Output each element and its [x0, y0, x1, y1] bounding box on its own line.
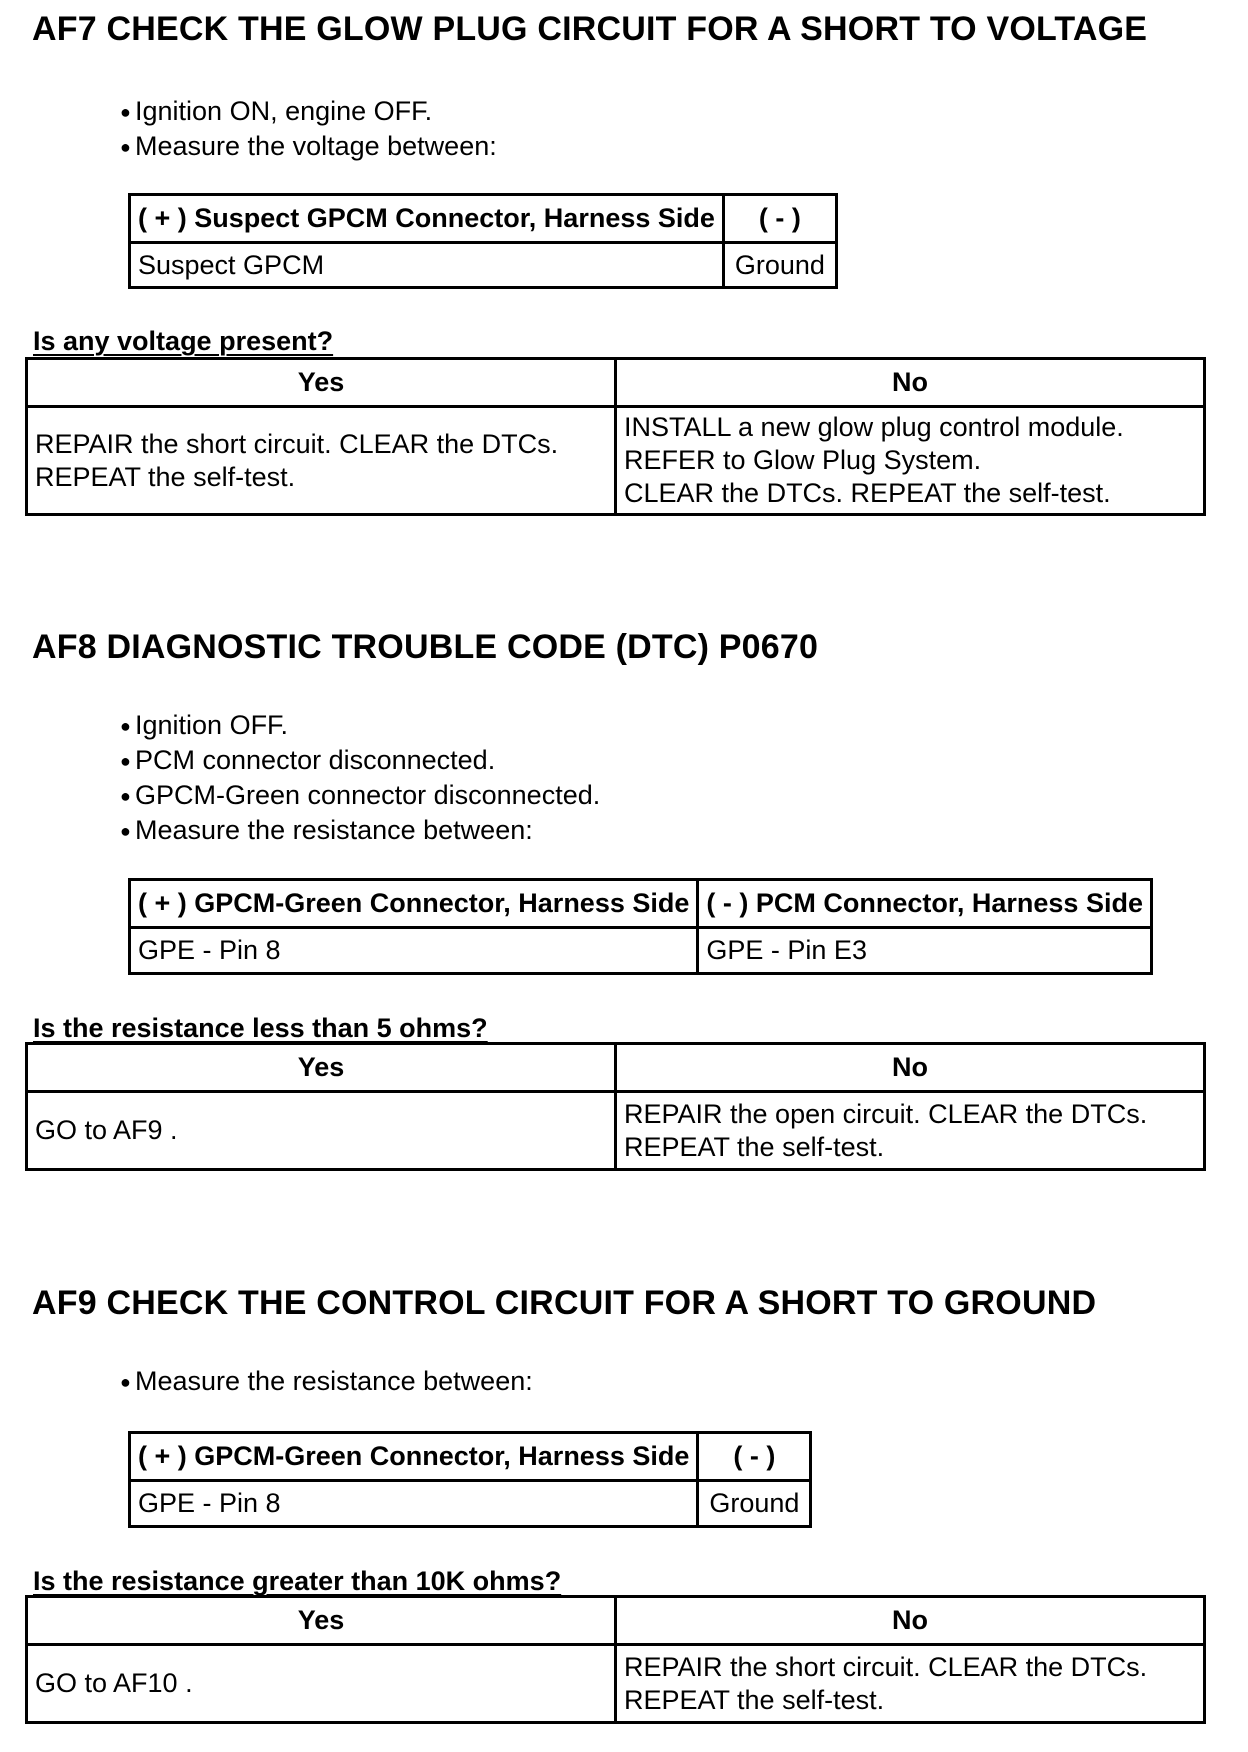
- bullet-icon: ●: [120, 751, 131, 771]
- negative-lead-header: ( - ): [698, 1433, 811, 1481]
- question-text: Is any voltage present?: [33, 326, 334, 356]
- measurement-table: [128, 1431, 812, 1528]
- no-header: No: [616, 1044, 1205, 1092]
- positive-lead-value: GPE - Pin 8: [130, 1481, 698, 1527]
- positive-lead-header: ( + ) GPCM-Green Connector, Harness Side: [130, 880, 698, 928]
- step-list: [120, 708, 600, 848]
- step-item: ● Measure the voltage between:: [120, 129, 497, 164]
- no-action: REPAIR the short circuit. CLEAR the DTCs. REPEAT the self-test.: [616, 1645, 1205, 1723]
- negative-lead-value: Ground: [698, 1481, 811, 1527]
- measurement-header-row: [130, 195, 837, 243]
- no-action: INSTALL a new glow plug control module. REFER to Glow Plug System. CLEAR the DTCs. REPEAT the self-test.: [616, 407, 1205, 515]
- bullet-icon: ●: [120, 786, 131, 806]
- step-item: ● Ignition ON, engine OFF.: [120, 94, 497, 129]
- bullet-icon: ●: [120, 1372, 131, 1392]
- bullet-icon: ●: [120, 716, 131, 736]
- yes-action: GO to AF10 .: [27, 1645, 616, 1723]
- section-title: AF8 DIAGNOSTIC TROUBLE CODE (DTC) P0670: [32, 628, 819, 666]
- measurement-header-row: [130, 880, 1152, 928]
- negative-lead-value: Ground: [723, 243, 836, 288]
- no-action: REPAIR the open circuit. CLEAR the DTCs. REPEAT the self-test.: [616, 1092, 1205, 1170]
- answer-table: [25, 1042, 1206, 1171]
- answer-header-row: [27, 1597, 1205, 1645]
- measurement-value-row: [130, 1481, 811, 1527]
- positive-lead-value: Suspect GPCM: [130, 243, 724, 288]
- section-title: AF9 CHECK THE CONTROL CIRCUIT FOR A SHORT TO GROUND: [32, 1284, 1097, 1322]
- measurement-table: [128, 193, 838, 289]
- step-item: ● Measure the resistance between:: [120, 813, 600, 848]
- answer-header-row: [27, 1044, 1205, 1092]
- step-item: ● GPCM-Green connector disconnected.: [120, 778, 600, 813]
- step-item: ● PCM connector disconnected.: [120, 743, 600, 778]
- measurement-header-row: [130, 1433, 811, 1481]
- section-title: AF7 CHECK THE GLOW PLUG CIRCUIT FOR A SHORT TO VOLTAGE: [32, 10, 1148, 48]
- answer-row: [27, 1092, 1205, 1170]
- answer-table: [25, 357, 1206, 516]
- negative-lead-header: ( - ) PCM Connector, Harness Side: [698, 880, 1152, 928]
- bullet-icon: ●: [120, 137, 131, 157]
- answer-table: [25, 1595, 1206, 1724]
- no-header: No: [616, 1597, 1205, 1645]
- yes-header: Yes: [27, 359, 616, 407]
- yes-header: Yes: [27, 1597, 616, 1645]
- bullet-icon: ●: [120, 102, 131, 122]
- answer-row: [27, 407, 1205, 515]
- yes-action: GO to AF9 .: [27, 1092, 616, 1170]
- step-list: [120, 94, 497, 164]
- negative-lead-header: ( - ): [723, 195, 836, 243]
- question-text: Is the resistance greater than 10K ohms?: [33, 1566, 562, 1596]
- step-item: ● Measure the resistance between:: [120, 1364, 533, 1399]
- bullet-icon: ●: [120, 821, 131, 841]
- measurement-value-row: [130, 243, 837, 288]
- step-list: [120, 1364, 533, 1399]
- answer-header-row: [27, 359, 1205, 407]
- positive-lead-value: GPE - Pin 8: [130, 928, 698, 974]
- positive-lead-header: ( + ) Suspect GPCM Connector, Harness Side: [130, 195, 724, 243]
- negative-lead-value: GPE - Pin E3: [698, 928, 1152, 974]
- measurement-table: [128, 878, 1153, 975]
- answer-row: [27, 1645, 1205, 1723]
- no-header: No: [616, 359, 1205, 407]
- positive-lead-header: ( + ) GPCM-Green Connector, Harness Side: [130, 1433, 698, 1481]
- yes-action: REPAIR the short circuit. CLEAR the DTCs. REPEAT the self-test.: [27, 407, 616, 515]
- yes-header: Yes: [27, 1044, 616, 1092]
- step-item: ● Ignition OFF.: [120, 708, 600, 743]
- measurement-value-row: [130, 928, 1152, 974]
- question-text: Is the resistance less than 5 ohms?: [33, 1013, 488, 1043]
